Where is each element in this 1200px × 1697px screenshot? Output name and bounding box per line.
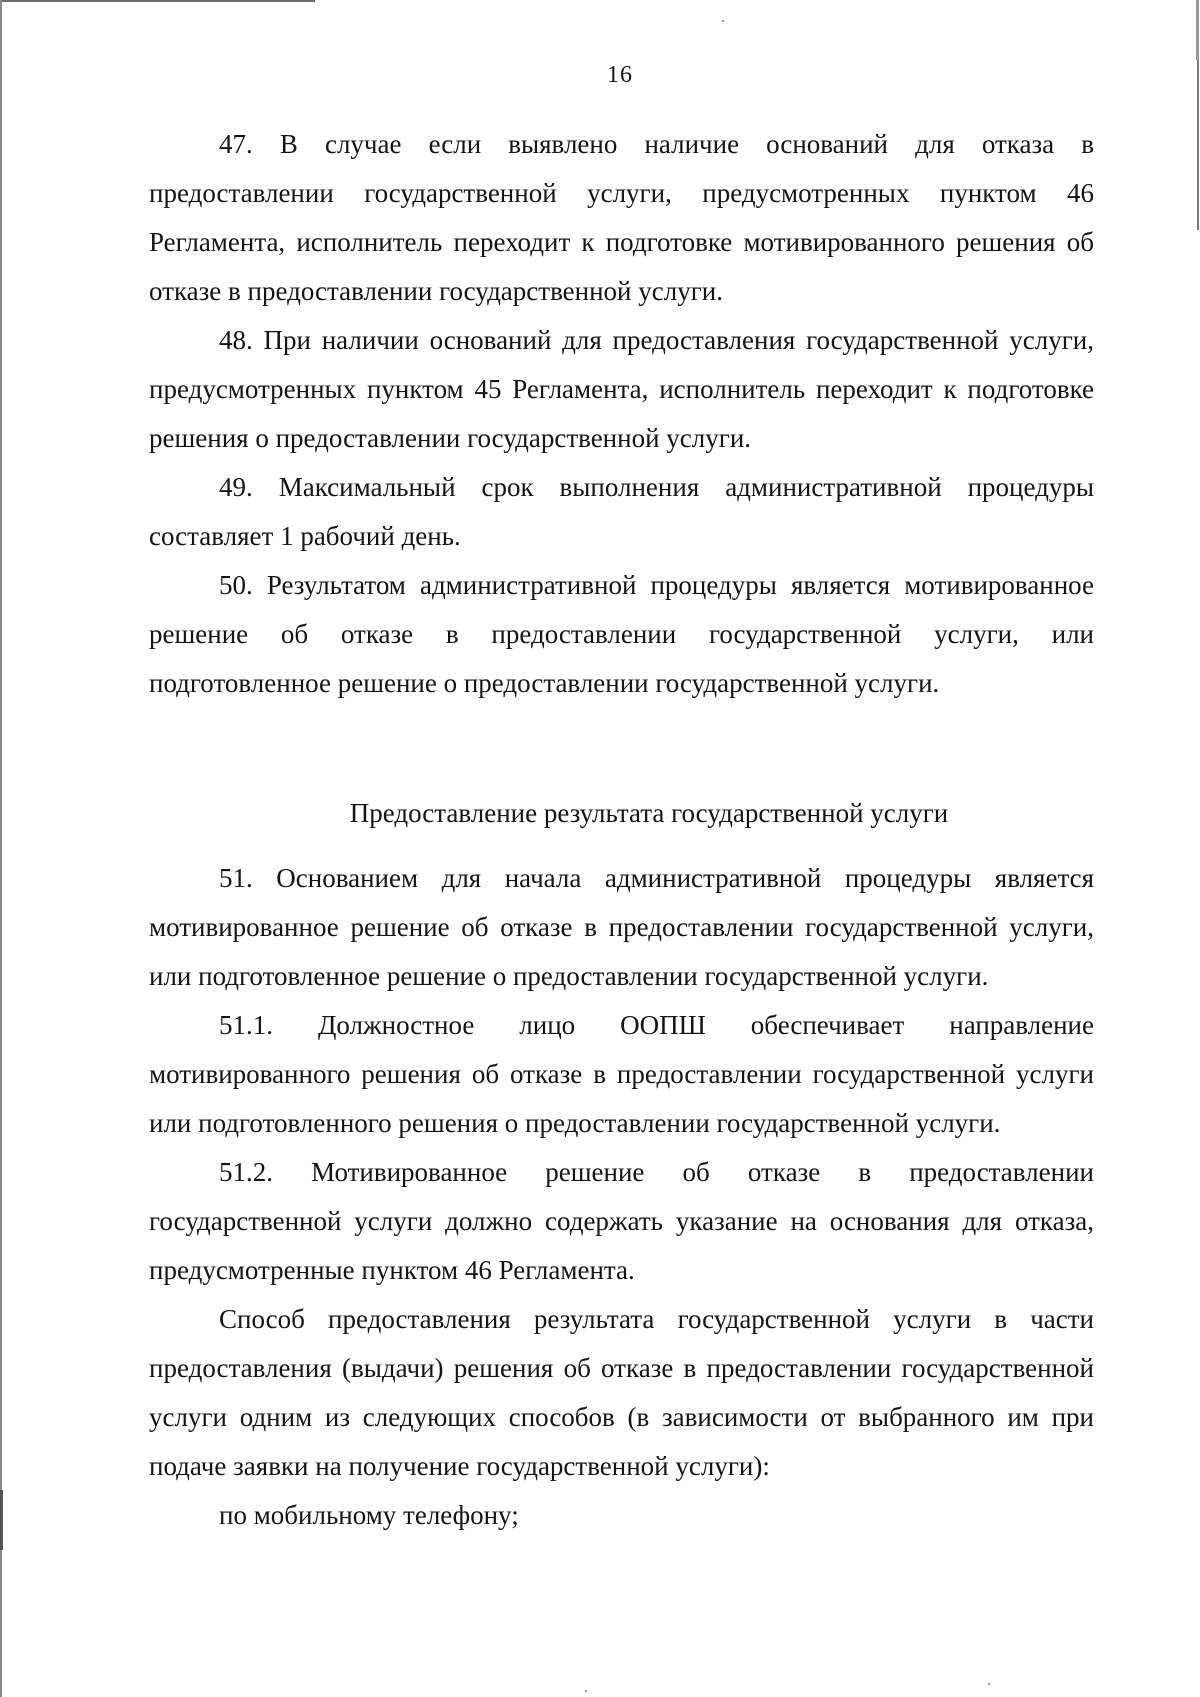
body-section-2 [149,854,1094,1540]
paragraph-mobile: по мобильному телефону; [219,1500,519,1530]
paragraph-50: 50. Результатом административной процедуры является мотивированное решение об отказе в предоставлении государственной услуги, или подготовленное решение о предоставлении государственной услуги. [149,570,1094,698]
scan-edge-right-top [1196,0,1199,60]
body-section-1 [149,120,1094,708]
paragraph-51: 51. Основанием для начала административной процедуры является мотивированное решение об отказе в предоставлении государственной услуги, или подготовленное решение о предоставлении государственной услуги. [149,863,1094,991]
scan-edge-top [0,0,315,2]
scan-speck [585,1690,587,1692]
paragraph-47: 47. В случае если выявлено наличие оснований для отказа в предоставлении государственной услуги, предусмотренных пунктом 46 Регламента, исполнитель переходит к подготовке мотивированного решения об отказе в предоставлении государственной услуги. [149,129,1094,306]
scan-edge-left [0,0,2,1697]
paragraph-method: Способ предоставления результата государственной услуги в части предоставления (выдачи) решения об отказе в предоставлении государственной услуги одним из следующих способов (в зависимости от выбранного им при подаче заявки на получение государственной услуги): [149,1304,1094,1481]
paragraph-51-2: 51.2. Мотивированное решение об отказе в предоставлении государственной услуги должно содержать указание на основания для отказа, предусмотренные пунктом 46 Регламента. [149,1157,1094,1285]
paragraph-49: 49. Максимальный срок выполнения административной процедуры составляет 1 рабочий день. [149,472,1094,551]
scan-speck [722,20,724,22]
scan-speck [988,1683,990,1685]
section-heading: Предоставление результата государственной услуги [349,798,949,828]
paragraph-48: 48. При наличии оснований для предоставления государственной услуги, предусмотренных пунктом 45 Регламента, исполнитель переходит к подготовке решения о предоставлении государственной услуги. [149,325,1094,453]
paragraph-51-1: 51.1. Должностное лицо ООПШ обеспечивает направление мотивированного решения об отказе в предоставлении государственной услуги или подготовленного решения о предоставлении государственной услуги. [149,1010,1094,1138]
scan-edge-left-tick [0,1490,3,1550]
page-number: 16 [607,62,633,88]
